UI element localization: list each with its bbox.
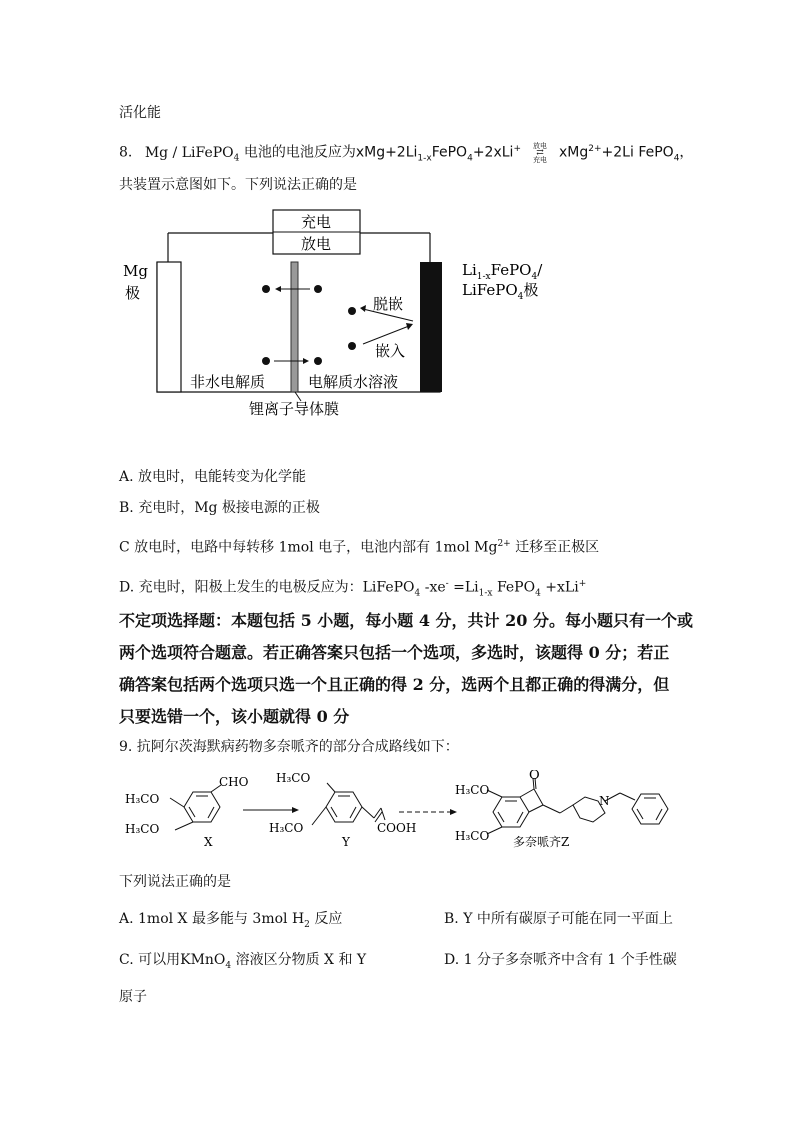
arrow-head-icon	[450, 809, 457, 815]
right-label-1: $Li_{1-x}FePO_4/$	[462, 261, 543, 282]
battery-diagram	[115, 205, 565, 425]
q8-option-a: A. 放电时，电能转变为化学能	[119, 469, 307, 485]
box-top-label: 充电	[300, 213, 332, 231]
synthesis-scheme	[115, 770, 685, 860]
left-electrolyte-label: 非水电解质	[190, 373, 266, 391]
z-ome-2: H₃CO	[455, 829, 490, 843]
ion-dot	[314, 285, 322, 293]
arrow-head-icon	[275, 286, 281, 292]
y-cooh: COOH	[377, 821, 417, 835]
lifepo4-electrode	[420, 262, 442, 392]
ion-dot	[348, 342, 356, 350]
q8-lead-text: 电池的电池反应为	[239, 144, 356, 161]
right-label-2: LiFePO$_4$极	[462, 281, 539, 302]
q9-option-a: A. 1mol X 最多能与 3mol $H_2$ 反应	[119, 911, 343, 930]
ion-dot	[262, 357, 270, 365]
y-label: Y	[342, 835, 350, 849]
top-text: 活化能	[119, 105, 161, 121]
q9-option-b: B. Y 中所有碳原子可能在同一平面上	[444, 911, 673, 927]
q8-line2: 共装置示意图如下。下列说法正确的是	[119, 177, 357, 193]
z-ome-1: H₃CO	[455, 783, 490, 797]
intercalate-label: 嵌入	[375, 342, 406, 360]
section-line-4: 只要选错一个，该小题就得 0 分	[119, 707, 350, 726]
x-ome-2: H₃CO	[125, 822, 160, 836]
box-bottom-label: 放电	[300, 235, 332, 253]
arrow-head-icon	[406, 323, 413, 330]
mg-electrode	[157, 262, 181, 392]
membrane	[291, 262, 298, 392]
x-ome-1: H₃CO	[125, 792, 160, 806]
arrow-head-icon	[303, 358, 309, 364]
mg-label-2: 极	[125, 284, 141, 302]
q8-stem: 8. Mg / LiFePO$_4$ 电池的电池反应为$xMg+2Li_{1-x}FePO_4+2xLi^+$ 放电 ⇄ 充电 xMg$^{2+}$+2Li FePO$_4$，	[119, 141, 694, 164]
q8-option-b: B. 充电时，Mg 极接电源的正极	[119, 500, 320, 516]
z-n: N	[599, 794, 610, 808]
section-line-2: 两个选项符合题意。若正确答案只包括一个选项，多选时，该题得 0 分；若正	[119, 643, 670, 662]
y-ome-2: H₃CO	[269, 821, 304, 835]
section-line-3: 确答案包括两个选项只选一个且正确的得 2 分，选两个且都正确的得满分，但	[119, 675, 670, 694]
right-electrolyte-label: 电解质水溶液	[308, 373, 399, 391]
ion-dot	[314, 357, 322, 365]
q8-option-d: D. 充电时，阳极上发生的电极反应为：LiFePO$_4$ $-xe^- =Li_{1-x}$ FePO$_4$ +xLi+	[119, 579, 587, 599]
q8-number: 8.	[119, 144, 133, 161]
z-o: O	[529, 770, 540, 783]
x-label: X	[204, 835, 213, 849]
ion-dot	[348, 307, 356, 315]
y-ome-1: H₃CO	[276, 771, 311, 785]
z-label: 多奈哌齐Z	[513, 835, 570, 849]
arrow-head-icon	[292, 807, 299, 813]
q9-option-d: D. 1 分子多奈哌齐中含有 1 个手性碳	[444, 952, 677, 968]
arrow-head-icon	[360, 305, 366, 312]
mg-label-1: Mg	[123, 262, 148, 280]
q8-lead: Mg / LiFePO	[144, 144, 234, 161]
q8-reaction-left: xMg+2Li	[355, 144, 418, 161]
x-cho: CHO	[219, 775, 249, 789]
q8-option-c: C 放电时，电路中每转移 1mol 电子，电池内部有 1mol $Mg^{2+}$ 迁移至正极区	[119, 539, 600, 556]
ion-dot	[262, 285, 270, 293]
q9-option-d-cont: 原子	[119, 989, 147, 1005]
q9-stem: 9. 抗阿尔茨海默病药物多奈哌齐的部分合成路线如下：	[119, 739, 459, 755]
section-line-1: 不定项选择题：本题包括 5 小题，每小题 4 分，共计 20 分。每小题只有一个或	[119, 611, 693, 630]
reversible-arrow-icon: ⇄	[536, 147, 544, 158]
q8-reaction-arrow: 放电 ⇄ 充电	[525, 142, 555, 164]
q9-question: 下列说法正确的是	[119, 874, 231, 890]
membrane-label: 锂离子导体膜	[249, 400, 340, 418]
deintercalate-label: 脱嵌	[373, 295, 404, 313]
q9-option-c: C. 可以用KMnO$_4$ 溶液区分物质 X 和 Y	[119, 952, 367, 971]
q8-reaction-right: xMg	[559, 144, 589, 161]
